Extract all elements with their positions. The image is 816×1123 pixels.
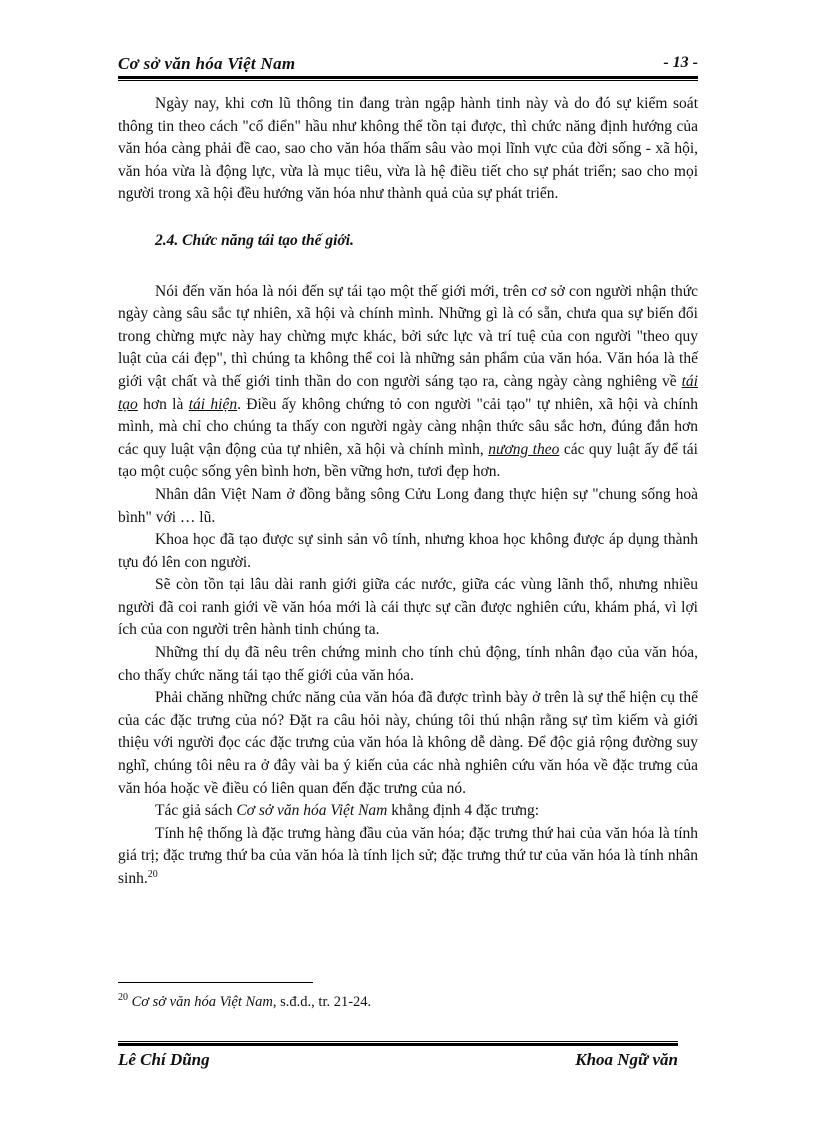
paragraph-borders: Sẽ còn tồn tại lâu dài ranh giới giữa các nước, giữa các vùng lãnh thổ, nhưng nhiều người đã coi ranh giới về văn hóa mới là cái thực sự cần được nghiên cứu, khám phá, vì lợi ích của con người trên hành tinh chúng ta. (118, 576, 698, 639)
paragraph-mekong: Nhân dân Việt Nam ở đồng bằng sông Cửu Long đang thực hiện sự "chung sống hoà bình" với … lũ. (118, 485, 698, 526)
footnote-ref[interactable]: 20 (147, 868, 158, 880)
header-rule (118, 76, 698, 81)
footer-rule (118, 1041, 678, 1046)
emphasis-tai-tao: tái tạo (118, 372, 698, 413)
header-title: Cơ sở văn hóa Việt Nam (118, 54, 296, 73)
paragraph-retreat: Nói đến văn hóa là nói đến sự tái tạo một thế giới mới, trên cơ sở con người nhận thức ngày càng sâu sắc tự nhiên, xã hội và chính mình. Những gì là có sẵn, chưa qua sự biến đổi trong chừng mực này hay chừng mực khác, bởi sức lực và trí tuệ của con người "theo quy luật của cái đẹp", thì chúng ta không thể coi là những sản phẩm của văn hóa. Văn hóa là thế giới vật chất và thế giới tinh thần do con người sáng tạo ra, càng ngày càng nghiêng về tái tạo hơn là tái hiện. Điều ấy không chứng tỏ con người "cải tạo" tự nhiên, xã hội và chính mình, mà chỉ cho chúng ta thấy con người ngày càng nhận thức sâu sắc hơn, đúng đắn hơn các quy luật vận động của tự nhiên, xã hội và chính mình, nương theo các quy luật ấy để tái tạo một cuộc sống yên bình hơn, bền vững hơn, tươi đẹp hơn. (118, 282, 698, 481)
paragraph-cloning: Khoa học đã tạo được sự sinh sản vô tính, nhưng khoa học không được áp dụng thành tựu đó lên con người. (118, 531, 698, 571)
body-text (118, 93, 698, 891)
emphasis-nuong-theo: nương theo (488, 440, 560, 458)
paragraph-four-traits: Tính hệ thống là đặc trưng hàng đầu của văn hóa; đặc trưng thứ hai của văn hóa là tính giá trị; đặc trưng thứ ba của văn hóa là tính lịch sử; đặc trưng thứ tư của văn hóa là tính nhân sinh.$^{20}$ (118, 824, 698, 887)
footnote-number: 20 (118, 992, 128, 1004)
footnote-title: Cơ sở văn hóa Việt Nam (131, 994, 273, 1010)
page-header (118, 54, 698, 78)
section-heading: 2.4. Chức năng tái tạo thế giới. (155, 231, 354, 249)
footnote-divider (118, 982, 313, 983)
paragraph-author: Tác giả sách Cơ sở văn hóa Việt Nam khẳng định 4 đặc trưng: (155, 802, 540, 820)
intro-paragraph: Ngày nay, khi cơn lũ thông tin đang tràn ngập hành tinh này và do đó sự kiểm soát thông tin theo cách "cổ điển" hầu như không thể tồn tại được, thì chức năng định hướng của văn hóa càng phải đề cao, sao cho văn hóa thấm sâu vào mọi lĩnh vực của đời sống - xã hội, văn hóa vừa là động lực, vừa là mục tiêu, vừa là hệ điều tiết cho sự phát triển; sao cho mọi người trong xã hội đều hướng văn hóa như thành quả của sự phát triển. (118, 95, 698, 203)
footnote: $^{20}$ Cơ sở văn hóa Việt Nam, s.đ.d., tr. 21-24. (118, 992, 372, 1010)
book-title: Cơ sở văn hóa Việt Nam (236, 802, 388, 820)
page-number: - 13 - (663, 54, 698, 71)
paragraph-examples: Những thí dụ đã nêu trên chứng minh cho tính chủ động, tính nhân đạo của văn hóa, cho thấy chức năng tái tạo thế giới của văn hóa. (118, 644, 698, 684)
footer-author: Lê Chí Dũng (118, 1050, 210, 1069)
footer-department: Khoa Ngữ văn (575, 1050, 678, 1069)
paragraph-characteristics: Phải chăng những chức năng của văn hóa đã được trình bày ở trên là sự thể hiện cụ thể của các đặc trưng của nó? Đặt ra câu hỏi này, chúng tôi thú nhận rằng sự tìm kiếm và giới thiệu với người đọc các đặc trưng của văn hóa là không dễ dàng. Để độc giả rộng đường suy nghĩ, chúng tôi nêu ra ở đây vài ba ý kiến của các nhà nghiên cứu văn hóa về đặc trưng của văn hóa hoặc về điều có liên quan đến đặc trưng của nó. (118, 689, 698, 797)
emphasis-tai-hien: tái hiện (188, 395, 238, 413)
